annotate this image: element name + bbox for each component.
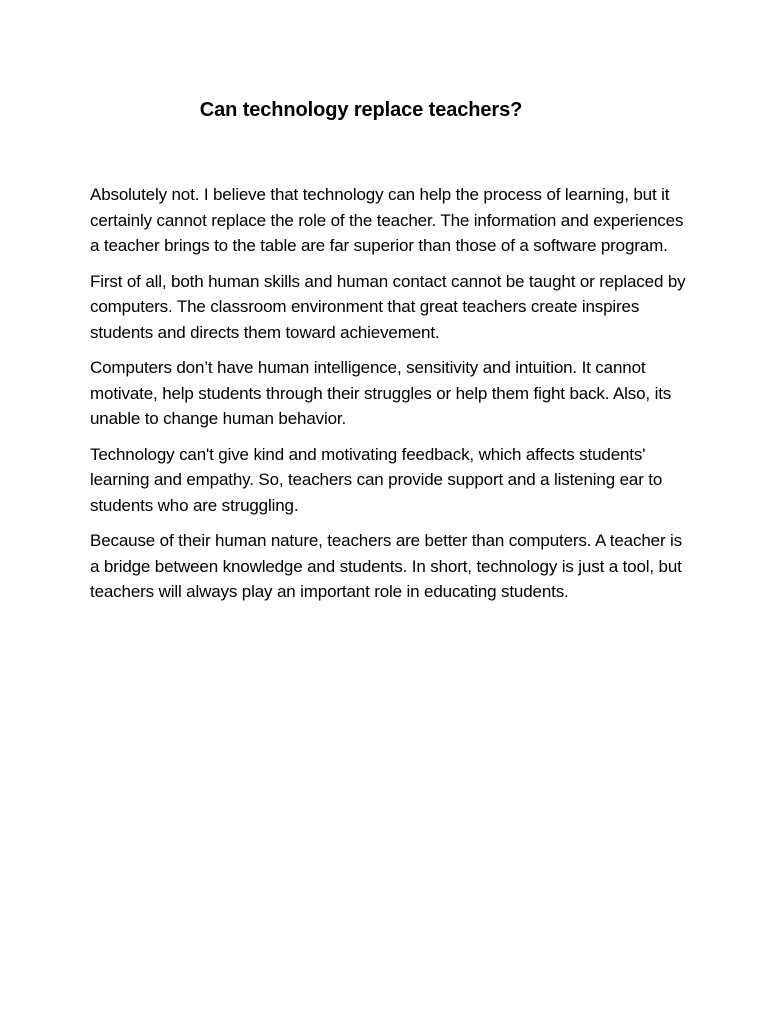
paragraph-2: First of all, both human skills and human contact cannot be taught or replaced by computers. The classroom environment that great teachers create inspires students and directs them toward achievement. (90, 271, 686, 342)
document-title: Can technology replace teachers? (199, 99, 523, 121)
paragraph-1: Absolutely not. I believe that technology can help the process of learning, but it certainly cannot replace the role of the teacher. The information and experiences a teacher brings to the table are far superior than those of a software program. (90, 185, 684, 255)
document-body (90, 182, 690, 615)
paragraph-3: Computers don’t have human intelligence, sensitivity and intuition. It cannot motivate, help students through their struggles or help them fight back. Also, its unable to change human behavior. (90, 358, 672, 428)
paragraph-4: Technology can't give kind and motivating feedback, which affects students' learning and empathy. So, teachers can provide support and a listening ear to students who are struggling. (90, 444, 663, 515)
paragraph-5: Because of their human nature, teachers are better than computers. A teacher is a bridge between knowledge and students. In short, technology is just a tool, but teachers will always play an important role in educating students. (90, 531, 682, 601)
